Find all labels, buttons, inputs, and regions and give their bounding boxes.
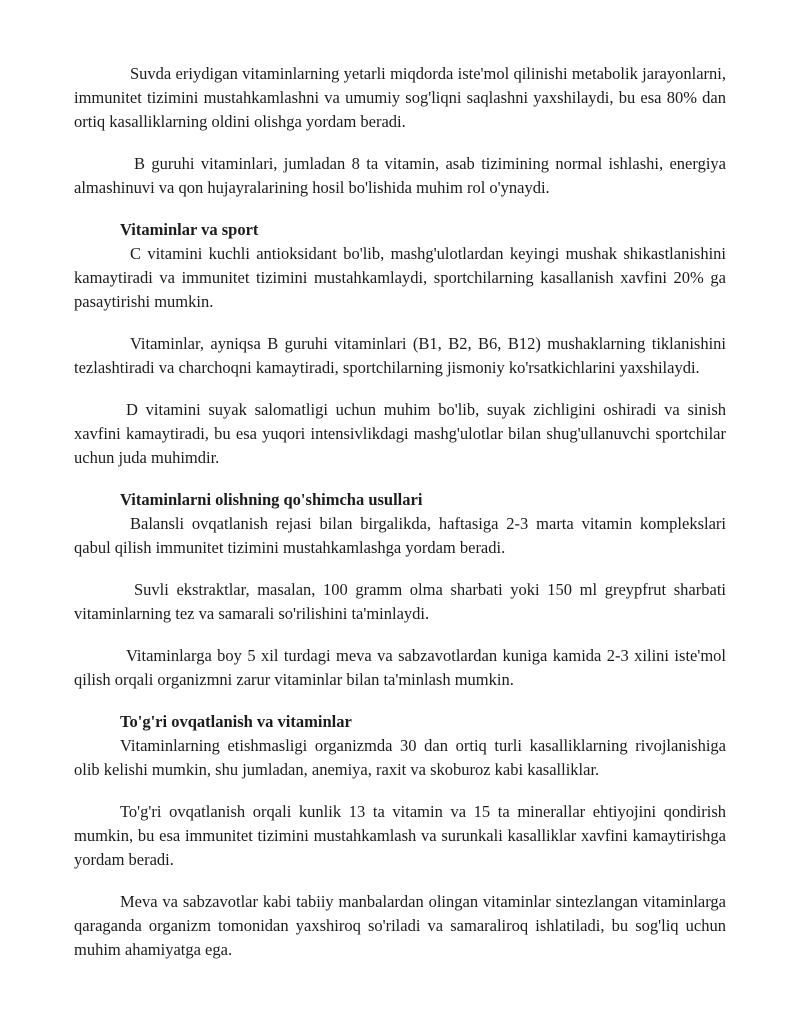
nutrition-paragraph-3: Meva va sabzavotlar kabi tabiiy manbalardan olingan vitaminlar sintezlangan vitaminlarga qaraganda organizm tomonidan yaxshiroq so'riladi va samaraliroq ishlatiladi, bu sog'liq uchun muhim ahamiyatga ega. xyxy=(74,892,726,959)
sport-paragraph-3: D vitamini suyak salomatligi uchun muhim bo'lib, suyak zichligini oshiradi va sinish xavfini kamaytiradi, bu esa yuqori intensivlikdagi mashg'ulotlar bilan shug'ullanuvchi sportchilar uchun juda muhimdir. xyxy=(74,400,726,467)
sport-paragraph-2: Vitaminlar, ayniqsa B guruhi vitaminlari (B1, B2, B6, B12) mushaklarning tiklanishini tezlashtiradi va charchoqni kamaytiradi, sportchilarning jismoniy ko'rsatkichlarini yaxshilaydi. xyxy=(74,334,726,377)
methods-paragraph-2: Suvli ekstraktlar, masalan, 100 gramm olma sharbati yoki 150 ml greypfrut sharbati vitaminlarning tez va samarali so'rilishini ta'minlaydi. xyxy=(74,580,726,623)
section-heading-methods: Vitaminlarni olishning qo'shimcha usullari xyxy=(120,490,423,509)
methods-paragraph-1: Balansli ovqatlanish rejasi bilan birgalikda, haftasiga 2-3 marta vitamin komplekslari qabul qilish immunitet tizimini mustahkamlashga yordam beradi. xyxy=(74,514,726,557)
intro-paragraph-1: Suvda eriydigan vitaminlarning yetarli miqdorda iste'mol qilinishi metabolik jarayonlarni, immunitet tizimini mustahkamlashni va umumiy sog'liqni saqlashni yaxshilaydi, bu esa 80% dan ortiq kasalliklarning oldini olishga yordam beradi. xyxy=(74,64,726,131)
nutrition-paragraph-2: To'g'ri ovqatlanish orqali kunlik 13 ta vitamin va 15 ta minerallar ehtiyojini qondirish mumkin, bu esa immunitet tizimini mustahkamlash va surunkali kasalliklar xavfini kamaytirishga yordam beradi. xyxy=(74,802,726,869)
intro-paragraph-2: B guruhi vitaminlari, jumladan 8 ta vitamin, asab tizimining normal ishlashi, energiya almashinuvi va qon hujayralarining hosil bo'lishida muhim rol o'ynaydi. xyxy=(74,154,726,197)
nutrition-paragraph-1: Vitaminlarning etishmasligi organizmda 30 dan ortiq turli kasalliklarning rivojlanishiga olib kelishi mumkin, shu jumladan, anemiya, raxit va skoburoz kabi kasalliklar. xyxy=(74,736,726,779)
section-heading-nutrition: To'g'ri ovqatlanish va vitaminlar xyxy=(120,712,352,731)
document-page xyxy=(74,62,726,980)
methods-paragraph-3: Vitaminlarga boy 5 xil turdagi meva va sabzavotlardan kuniga kamida 2-3 xilini iste'mol qilish orqali organizmni zarur vitaminlar bilan ta'minlash mumkin. xyxy=(74,646,726,689)
section-heading-sport: Vitaminlar va sport xyxy=(120,220,259,239)
sport-paragraph-1: C vitamini kuchli antioksidant bo'lib, mashg'ulotlardan keyingi mushak shikastlanishini kamaytiradi va immunitet tizimini mustahkamlaydi, sportchilarning kasallanish xavfini 20% ga pasaytirishi mumkin. xyxy=(74,244,726,311)
